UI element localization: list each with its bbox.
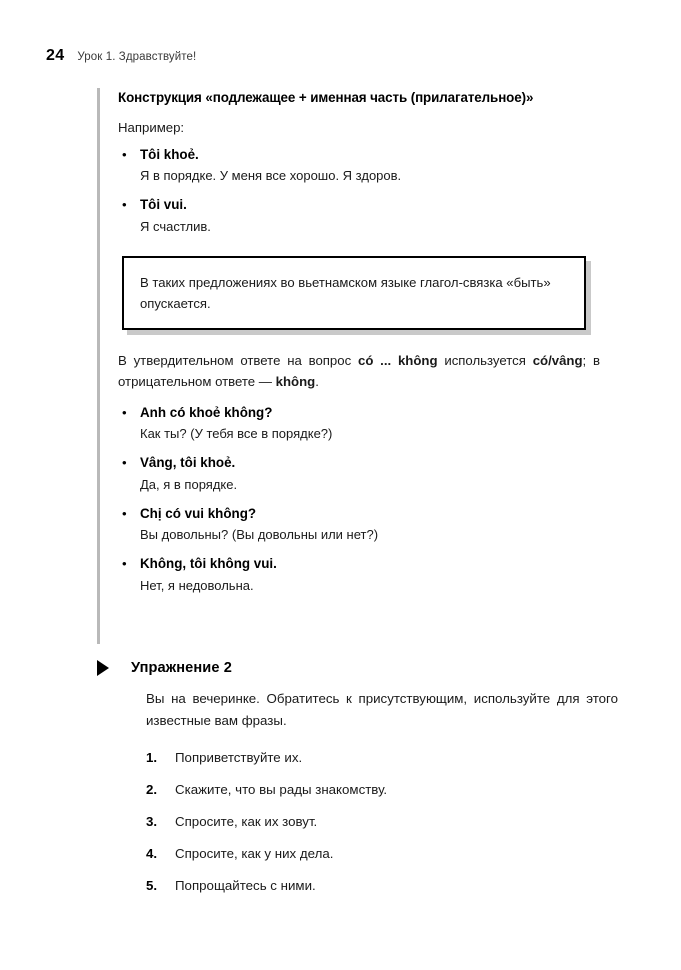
vietnamese-phrase: Tôi vui. <box>140 197 187 213</box>
bullet-icon: • <box>122 197 127 213</box>
running-head-title: Урок 1. Здравствуйте! <box>77 51 197 63</box>
list-item <box>118 503 618 547</box>
item-text: Поприветствуйте их. <box>175 750 303 766</box>
note-box-wrapper <box>122 256 586 330</box>
exercise-title: Упражнение 2 <box>131 660 232 676</box>
list-item <box>146 844 617 864</box>
rule-paragraph <box>118 350 600 393</box>
rule-bold-3: không <box>275 374 316 390</box>
page-number: 24 <box>46 47 65 64</box>
vietnamese-phrase: Vâng, tôi khoẻ. <box>140 455 236 471</box>
note-box <box>122 256 586 330</box>
triangle-marker-icon <box>97 660 109 676</box>
russian-translation: Нет, я недовольна. <box>140 577 254 593</box>
exercise-task-list <box>146 748 617 896</box>
bullet-icon: • <box>122 455 127 471</box>
rule-part-1: В утвердительном ответе на вопрос <box>118 352 358 368</box>
vietnamese-phrase: Chị có vui không? <box>140 505 257 521</box>
item-number: 3. <box>146 813 158 829</box>
rule-part-4: . <box>315 374 319 390</box>
list-item <box>146 748 617 768</box>
rule-bold-1: có ... không <box>358 352 438 368</box>
bullet-icon: • <box>122 556 127 572</box>
item-number: 4. <box>146 845 158 861</box>
list-item <box>118 144 618 188</box>
russian-translation: Я в порядке. У меня все хорошо. Я здоров. <box>140 168 402 184</box>
list-item <box>146 812 617 832</box>
item-number: 2. <box>146 782 158 797</box>
qa-list <box>118 402 618 597</box>
page-header <box>46 47 196 65</box>
exercise-description: Вы на вечеринке. Обратитесь к присутствующим, используйте для этого известные вам фразы. <box>146 691 618 728</box>
russian-translation: Я счастлив. <box>140 218 211 234</box>
bullet-icon: • <box>122 505 127 521</box>
vietnamese-phrase: Không, tôi không vui. <box>140 556 277 572</box>
item-text: Попрощайтесь с ними. <box>175 877 316 893</box>
list-item <box>118 452 618 496</box>
russian-translation: Да, я в порядке. <box>140 476 238 492</box>
rule-bold-2: có/vâng <box>532 352 583 368</box>
russian-translation: Вы довольны? (Вы довольны или нет?) <box>140 527 379 543</box>
section-heading: Конструкция «подлежащее + именная часть (прилагательное)» <box>118 90 534 105</box>
rule-part-2: используется <box>437 352 533 368</box>
example-list <box>118 144 618 238</box>
bullet-icon: • <box>122 146 127 162</box>
vietnamese-phrase: Tôi khoẻ. <box>140 146 199 162</box>
note-text: В таких предложениях во вьетнамском языке глагол-связка «быть» опускается. <box>140 274 551 311</box>
left-vertical-rule <box>97 88 100 644</box>
rule-part-3: ; в отрицательном ответе — <box>118 352 601 390</box>
russian-translation: Как ты? (У тебя все в порядке?) <box>140 426 333 442</box>
vietnamese-phrase: Anh có khoẻ không? <box>140 404 273 420</box>
item-text: Спросите, как у них дела. <box>175 845 334 861</box>
item-number: 5. <box>146 877 158 893</box>
list-item <box>146 876 617 896</box>
list-item <box>118 553 618 597</box>
intro-text: Например: <box>118 119 185 135</box>
bullet-icon: • <box>122 404 127 420</box>
list-item <box>118 402 618 446</box>
list-item <box>146 780 617 800</box>
list-item <box>118 194 618 238</box>
main-content <box>118 88 618 604</box>
item-number: 1. <box>146 750 158 766</box>
item-text: Спросите, как их зовут. <box>175 813 318 829</box>
exercise-block <box>97 660 617 908</box>
exercise-title-row <box>97 660 617 676</box>
item-text: Скажите, что вы рады знакомству. <box>175 782 388 797</box>
